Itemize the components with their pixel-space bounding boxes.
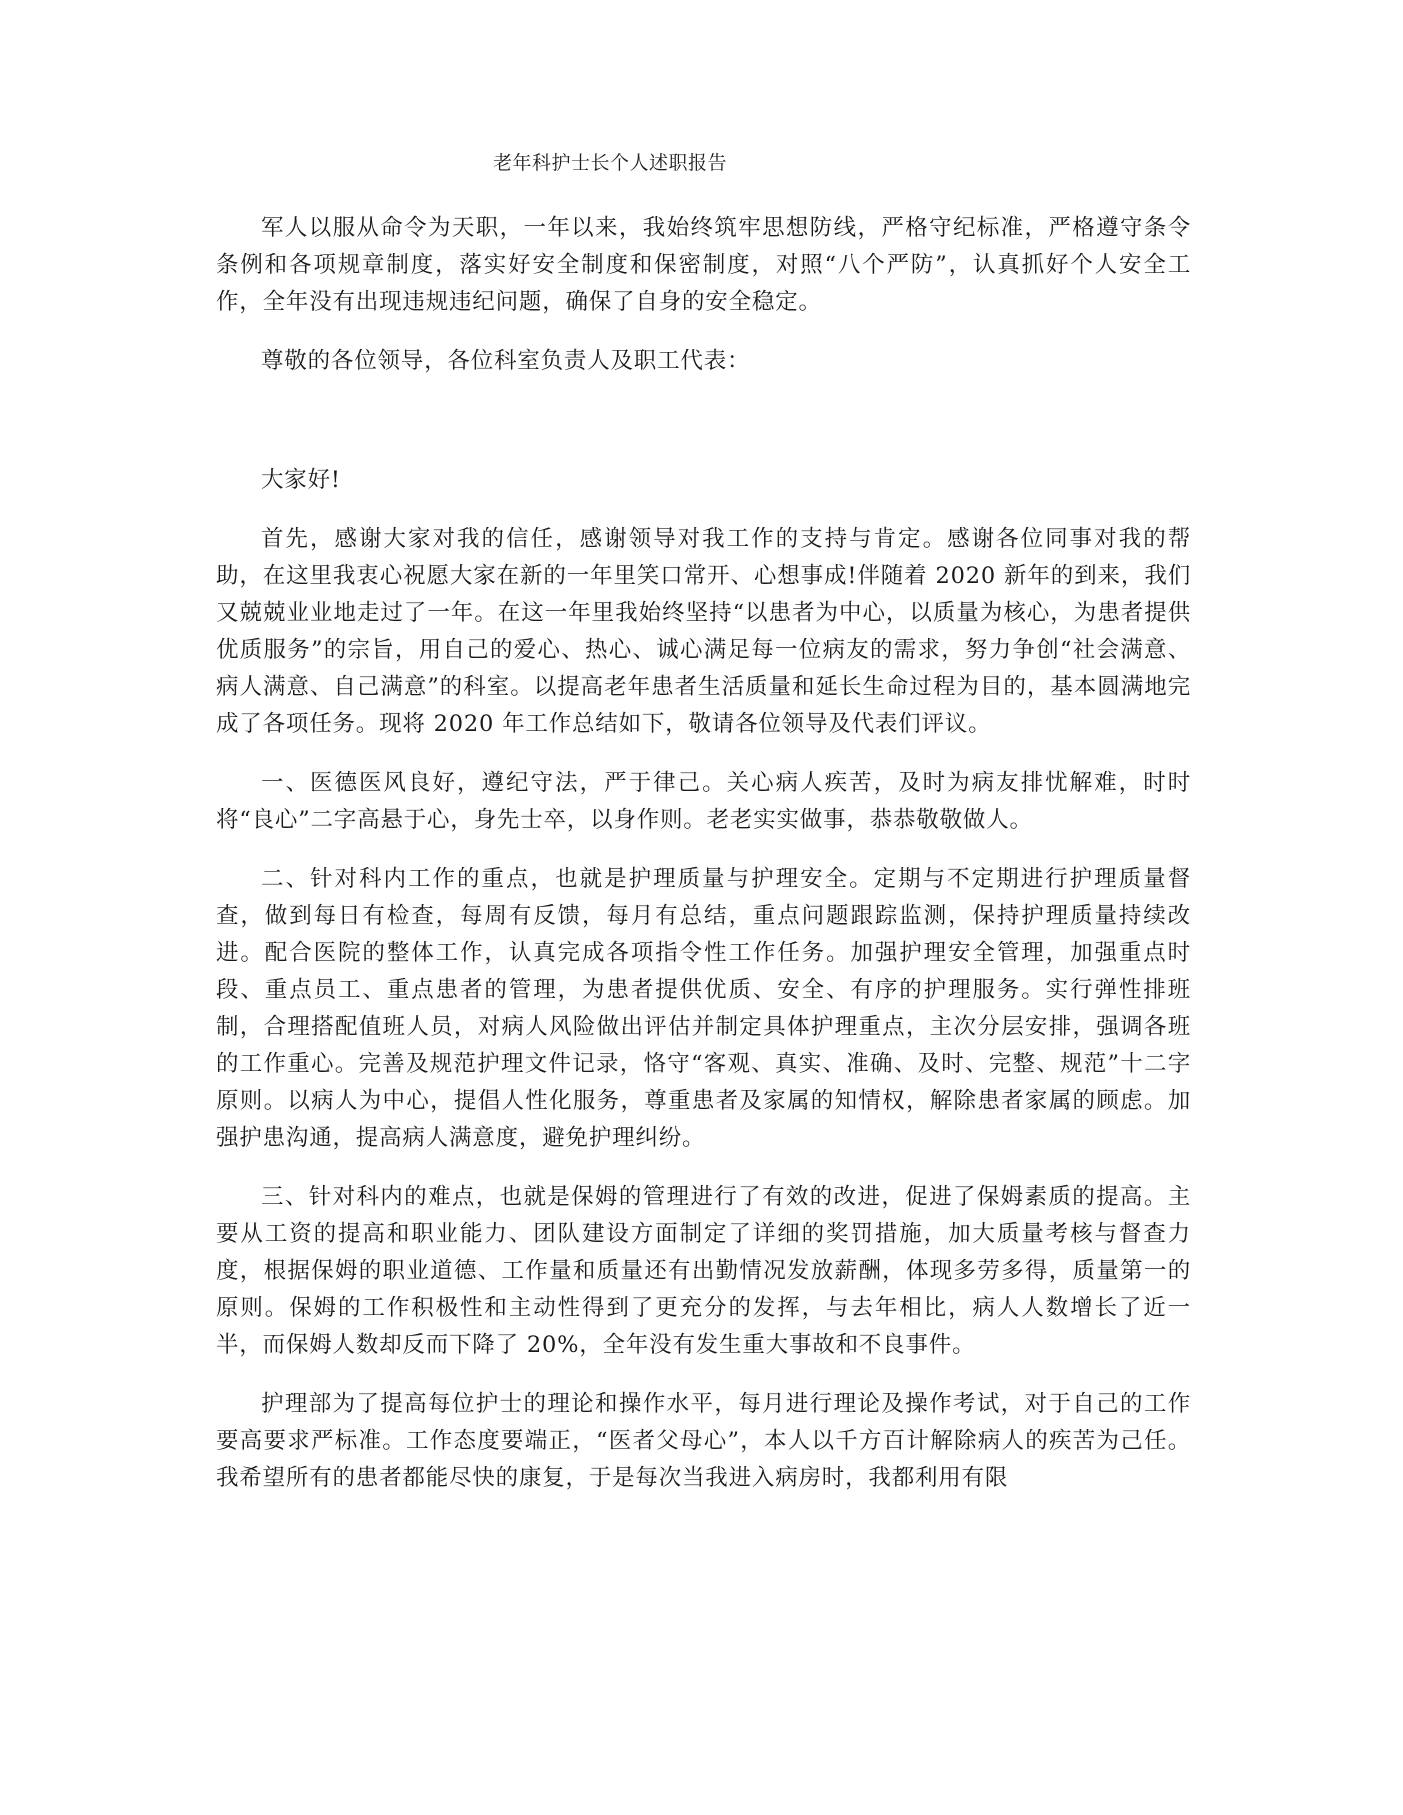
paragraph-intro: 军人以服从命令为天职，一年以来，我始终筑牢思想防线，严格守纪标准，严格遵守条令条例和各项规章制度，落实好安全制度和保密制度，对照“八个严防”，认真抓好个人安全工作，全年没有出现违规违纪问题，确保了自身的安全稳定。 xyxy=(216,215,1191,315)
paragraph-section-1: 一、医德医风良好，遵纪守法，严于律己。关心病人疾苦，及时为病友排忧解难，时时将“良心”二字高悬于心，身先士卒，以身作则。老老实实做事，恭恭敬敬做人。 xyxy=(216,770,1191,833)
paragraph-section-3: 三、针对科内的难点，也就是保姆的管理进行了有效的改进，促进了保姆素质的提高。主要从工资的提高和职业能力、团队建设方面制定了详细的奖罚措施，加大质量考核与督查力度，根据保姆的职业道德、工作量和质量还有出勤情况发放薪酬，体现多劳多得，质量第一的原则。保姆的工作积极性和主动性得到了更充分的发挥，与去年相比，病人人数增长了近一半，而保姆人数却反而下降了 20%，全年没有发生重大事故和不良事件。 xyxy=(216,1184,1191,1358)
paragraph-salutation: 尊敬的各位领导，各位科室负责人及职工代表： xyxy=(261,348,751,374)
paragraph-section-2: 二、针对科内工作的重点，也就是护理质量与护理安全。定期与不定期进行护理质量督查，做到每日有检查，每周有反馈，每月有总结，重点问题跟踪监测，保持护理质量持续改进。配合医院的整体工作，认真完成各项指令性工作任务。加强护理安全管理，加强重点时段、重点员工、重点患者的管理，为患者提供优质、安全、有序的护理服务。实行弹性排班制，合理搭配值班人员，对病人风险做出评估并制定具体护理重点，主次分层安排，强调各班的工作重心。完善及规范护理文件记录，恪守“客观、真实、准确、及时、完整、规范”十二字原则。以病人为中心，提倡人性化服务，尊重患者及家属的知情权，解除患者家属的顾虑。加强护患沟通，提高病人满意度，避免护理纠纷。 xyxy=(216,866,1191,1151)
document-body xyxy=(216,210,1191,1497)
paragraph-nursing-dept: 护理部为了提高每位护士的理论和操作水平，每月进行理论及操作考试，对于自己的工作要高要求严标准。工作态度要端正，“医者父母心”，本人以千方百计解除病人的疾苦为己任。我希望所有的患者都能尽快的康复，于是每次当我进入病房时，我都利用有限 xyxy=(216,1391,1191,1491)
paragraph-thanks: 首先，感谢大家对我的信任，感谢领导对我工作的支持与肯定。感谢各位同事对我的帮助，在这里我衷心祝愿大家在新的一年里笑口常开、心想事成!伴随着 2020 新年的到来，我们又兢兢业业地走过了一年。在这一年里我始终坚持“以患者为中心，以质量为核心，为患者提供优质服务”的宗旨，用自己的爱心、热心、诚心满足每一位病友的需求，努力争创“社会满意、病人满意、自己满意”的科室。以提高老年患者生活质量和延长生命过程为目的，基本圆满地完成了各项任务。现将 2020 年工作总结如下，敬请各位领导及代表们评议。 xyxy=(216,526,1191,737)
document-title: 老年科护士长个人述职报告 xyxy=(493,152,728,174)
paragraph-greeting: 大家好! xyxy=(261,467,341,493)
